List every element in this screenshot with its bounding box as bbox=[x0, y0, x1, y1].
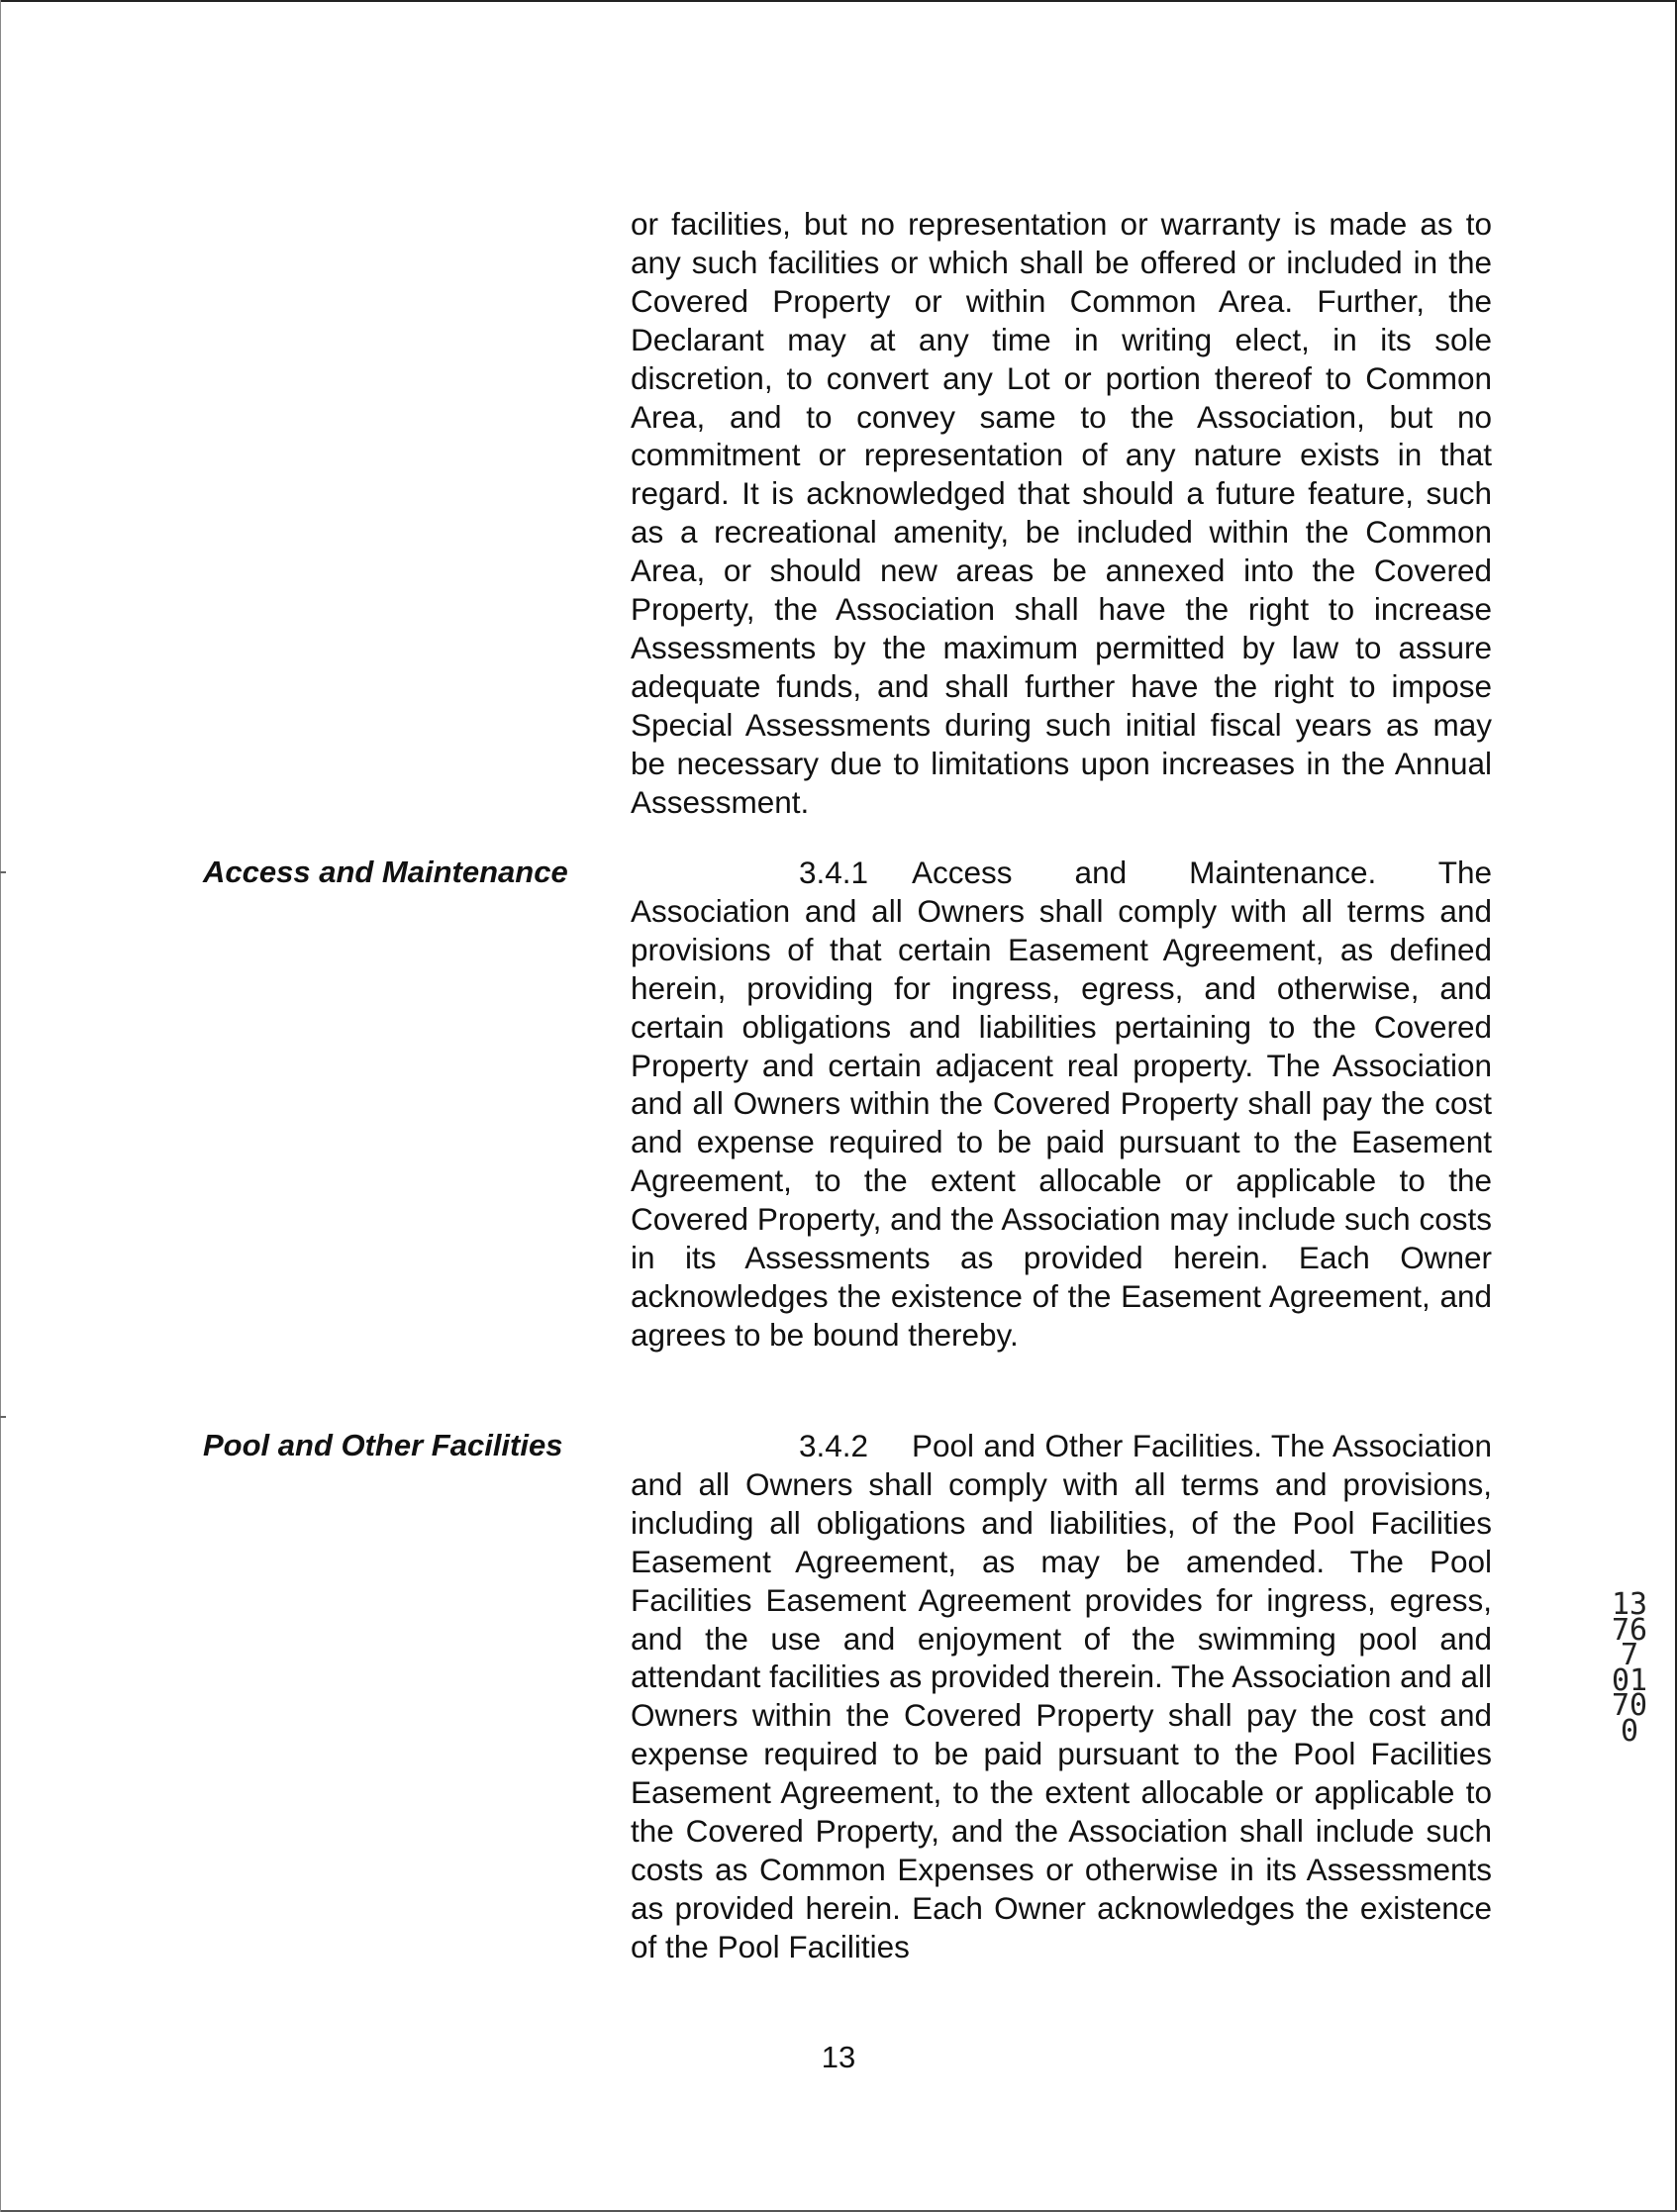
section-number: 3.4.1 bbox=[799, 855, 869, 890]
margin-heading-access-maintenance: Access and Maintenance bbox=[203, 855, 568, 889]
section-title: Pool and Other Facilities. bbox=[912, 1428, 1263, 1463]
page-border-left bbox=[0, 0, 1, 2212]
page-number: 13 bbox=[821, 2040, 856, 2074]
section-body: The Association and all Owners shall comply with all terms and provisions of that certain Easement Agreement, as defined herein, providing for ingress, egress, and otherwise, and certain obligations and liabilities pertaining to the Covered Property and certain adjacent real property. The Association and all Owners within the Covered Property shall pay the cost and expense required to be paid pursuant to the Easement Agreement, to the extent allocable or applicable to the Covered Property, and the Association may include such costs in its Assessments as provided herein. Each Owner acknowledges the existence of the Easement Agreement, and agrees to be bound thereby. bbox=[631, 855, 1493, 1353]
intro-paragraph: or facilities, but no representation or warranty is made as to any such facilities or which shall be offered or included in the Covered Property or within Common Area. Further, the Declarant may at any time in writing elect, in its sole discretion, to convert any Lot or portion thereof to Common Area, and to convey same to the Association, but no commitment or representation of any nature exists in that regard. It is acknowledged that should a future feature, such as a recreational amenity, be included within the Common Area, or should new areas be annexed into the Covered Property, the Association shall have the right to increase Assessments by the maximum permitted by law to assure adequate funds, and shall further have the right to impose Special Assessments during such initial fiscal years as may be necessary due to limitations upon increases in the Annual Assessment. bbox=[631, 206, 1492, 820]
section-body: The Association and all Owners shall comply with all terms and provisions, including all obligations and liabilities, of the Pool Facilities Easement Agreement, as may be amended. The Pool Facilities Easement Agreement provides for ingress, egress, and the use and enjoyment of the swimming pool and attendant facilities as provided therein. The Association and all Owners within the Covered Property shall pay the cost and expense required to be paid pursuant to the Pool Facilities Easement Agreement, to the extent allocable or applicable to the Covered Property, and the Association shall include such costs as Common Expenses or otherwise in its Assessments as provided herein. Each Owner acknowledges the existence of the Pool Facilities bbox=[631, 1428, 1492, 1964]
page-border-top bbox=[0, 0, 1677, 2]
scan-edge-mark bbox=[0, 871, 6, 873]
section-number: 3.4.2 bbox=[799, 1428, 869, 1463]
recording-stamp: 13767 01700 bbox=[1611, 1587, 1648, 1749]
scan-edge-mark bbox=[0, 1416, 6, 1418]
margin-heading-pool-facilities: Pool and Other Facilities bbox=[203, 1428, 563, 1462]
section-3-4-1 bbox=[631, 854, 1492, 1355]
section-title: Access and Maintenance. bbox=[912, 855, 1377, 890]
section-3-4-2 bbox=[631, 1427, 1492, 1966]
